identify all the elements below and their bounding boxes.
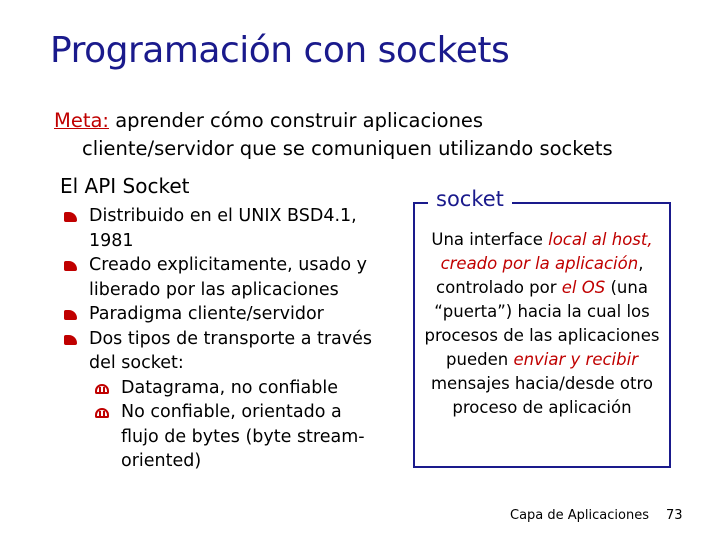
socket-text-highlight: enviar y recibir <box>513 350 638 369</box>
goal-text-line2: cliente/servidor que se comuniquen utilizando sockets <box>82 137 613 160</box>
list-item <box>62 302 382 327</box>
api-heading: El API Socket <box>60 174 190 198</box>
bullet-text: Dos tipos de transporte a través del socket: <box>89 328 373 373</box>
sub-bullet-text: No confiable, orientado a flujo de bytes (byte stream-oriented) <box>121 402 365 471</box>
bullet-icon <box>64 310 77 320</box>
bullet-text: Creado explicitamente, usado y liberado por las aplicaciones <box>89 255 367 300</box>
goal-text-line1: aprender cómo construir aplicaciones <box>109 109 484 132</box>
sub-bullet-icon <box>95 384 109 394</box>
socket-text-part: (una “puerta”) hacia la cual los procesos de las aplicaciones pueden <box>424 278 660 369</box>
goal-label: Meta: <box>54 109 109 132</box>
bullet-icon <box>64 261 77 271</box>
socket-text-part: , controlado por <box>436 254 644 297</box>
socket-text-part: mensajes hacia/desde otro proceso de aplicación <box>430 374 654 417</box>
socket-text-highlight: local al host, creado por la aplicación <box>440 230 653 273</box>
bullet-text: Distribuido en el UNIX BSD4.1, 1981 <box>89 206 357 251</box>
bullet-text: Paradigma cliente/servidor <box>89 304 324 324</box>
bullet-icon <box>64 335 77 345</box>
socket-definition-text <box>414 228 670 420</box>
list-item <box>89 400 382 474</box>
api-bullet-list <box>62 204 382 474</box>
socket-text-highlight: el OS <box>561 278 606 297</box>
sub-bullet-list <box>89 376 382 474</box>
slide-title: Programación con sockets <box>50 30 510 71</box>
sub-bullet-text: Datagrama, no confiable <box>121 377 338 398</box>
list-item <box>62 327 382 474</box>
socket-box-title: socket <box>428 187 512 211</box>
list-item <box>89 376 382 401</box>
goal-statement <box>54 107 613 163</box>
socket-text-part: Una interface <box>431 230 549 249</box>
list-item <box>62 253 382 302</box>
footer-label: Capa de Aplicaciones <box>510 508 649 523</box>
bullet-icon <box>64 212 77 222</box>
page-number: 73 <box>666 508 683 523</box>
list-item <box>62 204 382 253</box>
sub-bullet-icon <box>95 408 109 418</box>
